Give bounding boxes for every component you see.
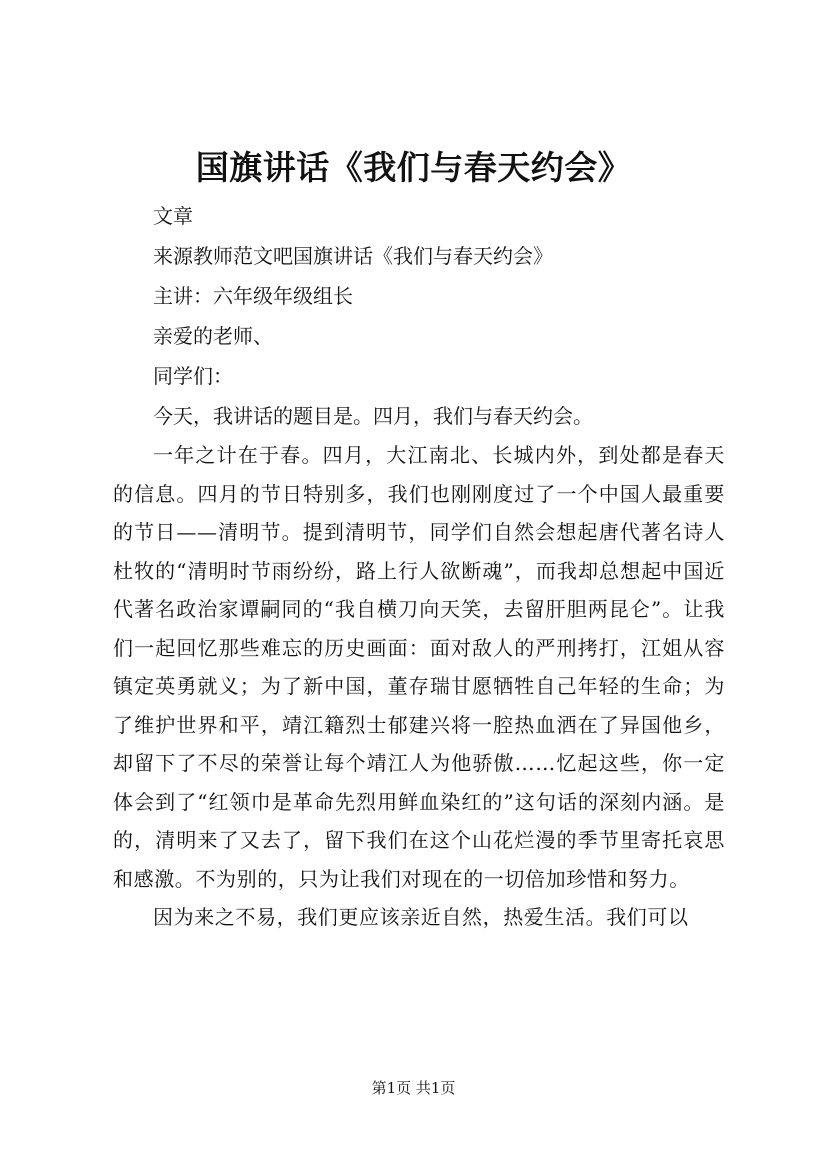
text-line-source: 来源教师范文吧国旗讲话《我们与春天约会》: [153, 244, 553, 268]
text-line-topic: 今天，我讲话的题目是。四月，我们与春天约会。: [153, 404, 593, 428]
body-paragraph-spring: 一年之计在于春。四月，大江南北、长城内外，到处都是春天的信息。四月的节日特别多，我们也刚刚度过了一个中国人最重要的节日——清明节。提到清明节，同学们自然会想起唐代著名诗人杜牧的“清明时节雨纷纷，路上行人欲断魂”，而我却总想起中国近代著名政治家谭嗣同的“我自横刀向天笑，去留肝胆两昆仑”。让我们一起回忆那些难忘的历史画面：面对敌人的严刑拷打，江姐从容镇定英勇就义；为了新中国，董存瑞甘愿牺牲自己年轻的生命；为了维护世界和平，靖江籍烈士郁建兴将一腔热血洒在了异国他乡，却留下了不尽的荣誉让每个靖江人为他骄傲……忆起这些，你一定体会到了“红领巾是革命先烈用鲜血染红的”这句话的深刻内涵。是的，清明来了又去了，留下我们在这个山花烂漫的季节里寄托哀思和感激。不为别的，只为让我们对现在的一切倍加珍惜和努力。: [113, 443, 725, 891]
text-line-speaker: 主讲：六年级年级组长: [153, 284, 353, 308]
page-footer: 第1页 共1页: [371, 1079, 456, 1097]
document-body: [113, 196, 725, 937]
document-title: 国旗讲话《我们与春天约会》: [195, 148, 632, 187]
body-paragraph-nature: 因为来之不易，我们更应该亲近自然，热爱生活。我们可以: [153, 905, 689, 929]
text-line-salutation: 亲爱的老师、: [153, 324, 273, 348]
text-line-source-label: 文章: [153, 204, 193, 228]
text-line-salutation-students: 同学们：: [153, 364, 233, 388]
